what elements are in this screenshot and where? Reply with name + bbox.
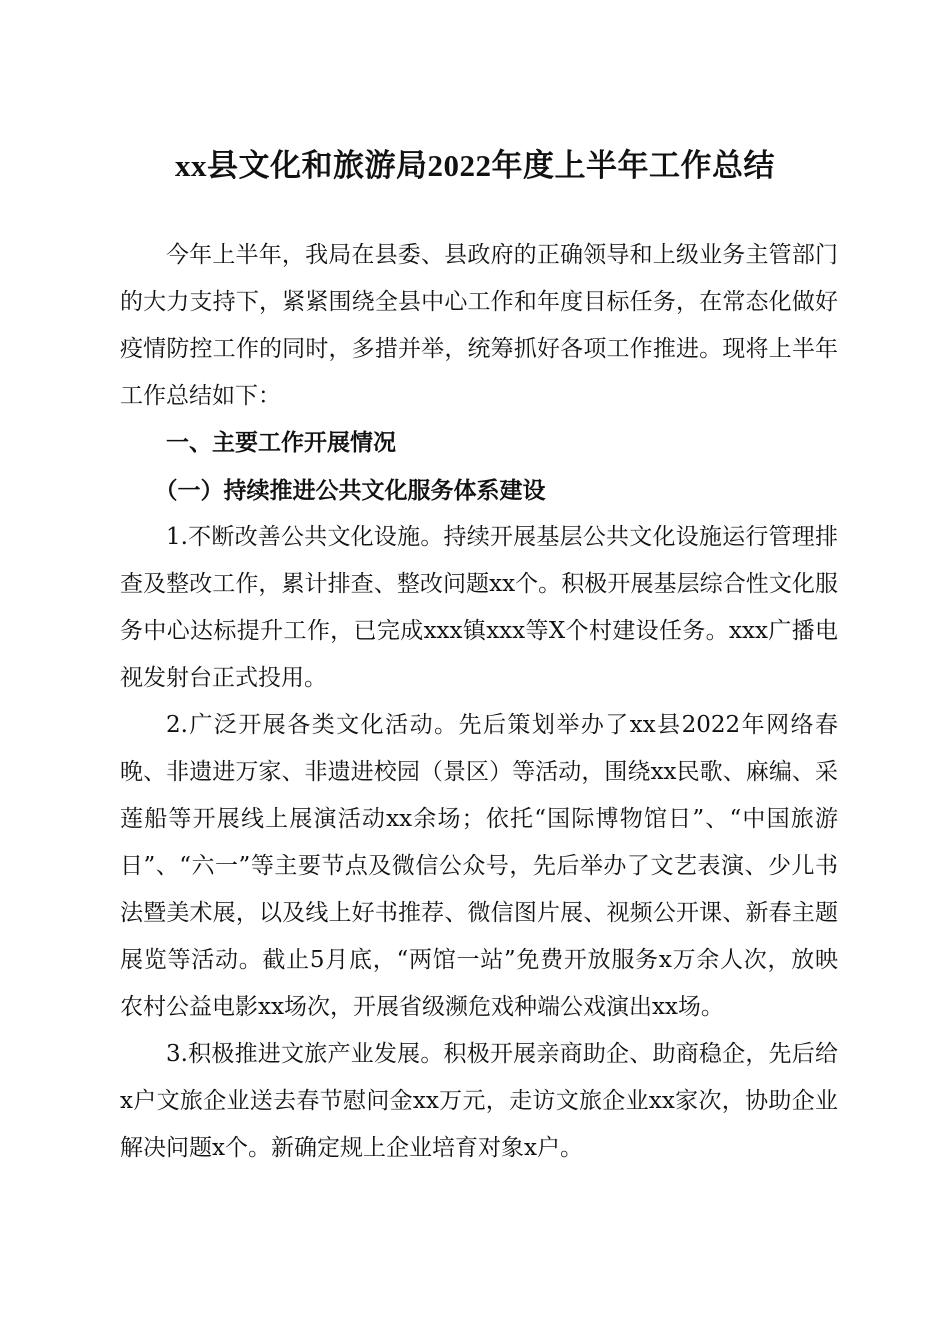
item-paragraph: 1.不断改善公共文化设施。持续开展基层公共文化设施运行管理排查及整改工作，累计排查、整改问题xx个。积极开展基层综合性文化服务中心达标提升工作，已完成xxx镇xxx等X个村建设任务。xxx广播电视发射台正式投用。 [120, 524, 838, 691]
item-paragraph: 2.广泛开展各类文化活动。先后策划举办了xx县2022年网络春晚、非遗进万家、非遗进校园（景区）等活动，围绕xx民歌、麻编、采莲船等开展线上展演活动xx余场；依托“国际博物馆日”、“中国旅游日”、“六一”等主要节点及微信公众号，先后举办了文艺表演、少儿书法暨美术展，以及线上好书推荐、微信图片展、视频公开课、新春主题展览等活动。截止5月底，“两馆一站”免费开放服务x万余人次，放映农村公益电影xx场次，开展省级濒危戏种端公戏演出xx场。 [120, 712, 838, 1020]
subsection-heading: （一）持续推进公共文化服务体系建设 [154, 477, 546, 504]
intro-paragraph: 今年上半年，我局在县委、县政府的正确领导和上级业务主管部门的大力支持下，紧紧围绕全县中心工作和年度目标任务，在常态化做好疫情防控工作的同时，多措并举，统筹抓好各项工作推进。现将上半年工作总结如下： [120, 242, 838, 409]
document-body [120, 232, 838, 1172]
section-heading: 一、主要工作开展情况 [166, 430, 396, 456]
document-title: xx县文化和旅游局2022年度上半年工作总结 [175, 148, 775, 183]
item-paragraph: 3.积极推进文旅产业发展。积极开展亲商助企、助商稳企，先后给x户文旅企业送去春节慰问金xx万元，走访文旅企业xx家次，协助企业解决问题x个。新确定规上企业培育对象x户。 [120, 1041, 838, 1161]
